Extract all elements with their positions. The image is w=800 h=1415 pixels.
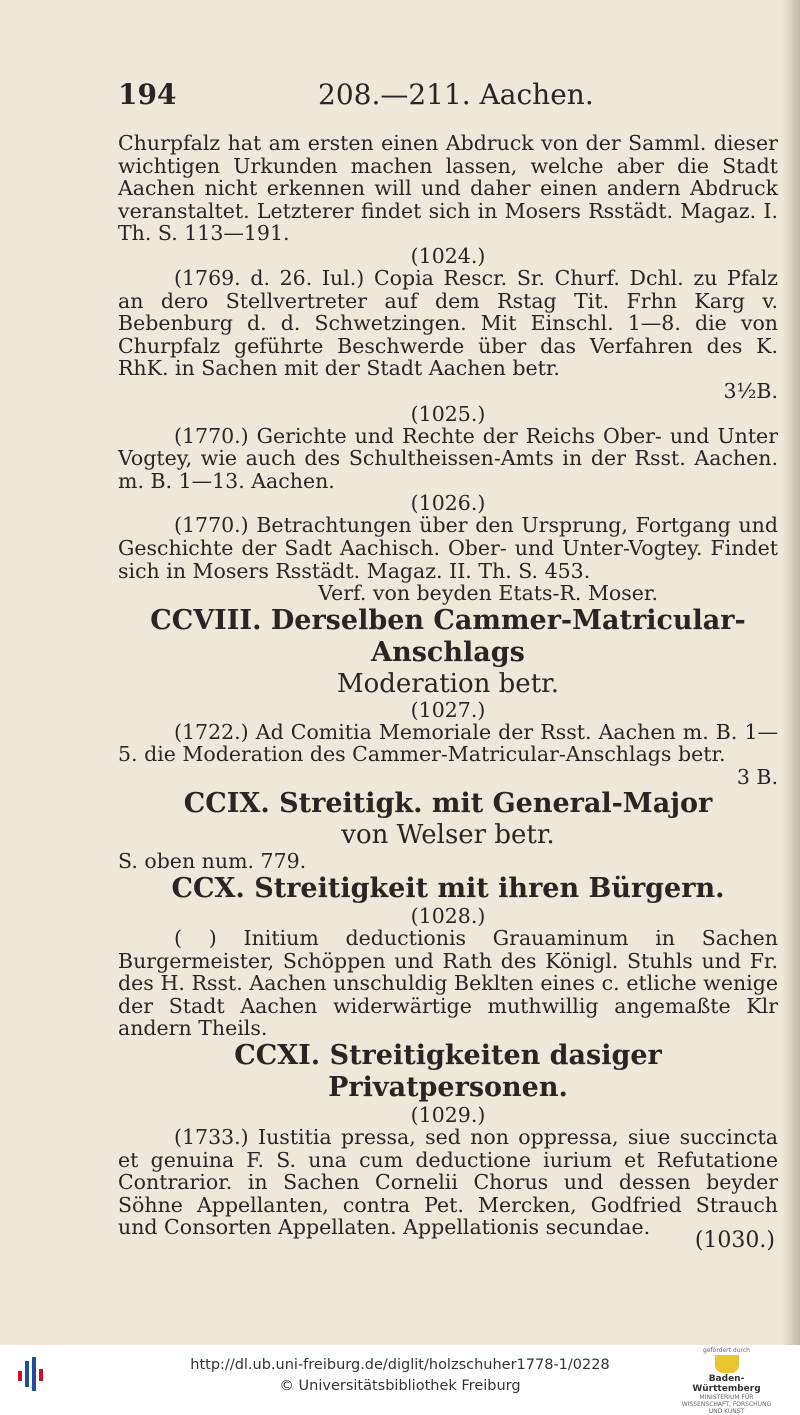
section-heading: CCX. Streitigkeit mit ihren Bürgern. [171,873,725,905]
permalink-link[interactable]: http://dl.ub.uni-freiburg.de/diglit/holzschuher1778-1/0228 [190,1357,610,1373]
entry-text: (1733.) Iustitia pressa, sed non oppressa, siue succincta et genuina F. S. una cum deductione iurium et Refutatione Contrarior. in Sachen Cornelii Chorus und dessen beyder Söhne Appellanten, contra Pet. Mercken, Godfried Strauch und Consorten Appellaten. Appellationis secundae. [118,1125,778,1240]
entry-size: 3½B. [723,378,778,403]
section-heading: CCIX. Streitigk. mit General-Major [183,788,713,820]
sponsor-logo [679,1347,774,1415]
entry-number: (1025.) [410,401,486,426]
section-heading: CCVIII. Derselben Cammer-Matricular-Anschlags [150,604,746,668]
page-text [118,132,778,1239]
running-head: 208.—211. Aachen. [318,78,594,111]
entry-text: (1769. d. 26. Iul.) Copia Rescr. Sr. Churf. Dchl. zu Pfalz an dero Stellvertreter auf dem Rstag Tit. Frhn Karg v. Bebenburg d. d. Schwetzingen. Mit Einschl. 1—8. die von Churpfalz geführte Beschwerde über das Verfahren des K. RhK. in Sachen mit der Stadt Aachen betr. [118,265,778,381]
cross-reference: S. oben num. 779. [118,849,307,874]
section-subheading: von Welser betr. [341,820,555,851]
entry-text: ( ) Initium deductionis Grauaminum in Sachen Burgermeister, Schöppen und Rath des Königl. Stuhls und Fr. des H. Rsst. Aachen unschuldig Beklten eines c. etliche wenige der Stadt Aachen widerwärtige muthwillig angemaßte Klr andern Theils. [118,926,778,1041]
entry-text: (1770.) Betrachtungen über den Ursprung, Fortgang und Geschichte der Sadt Aachisch. Ober- und Unter-Vogtey. Findet sich in Mosers Rsstädt. Magaz. II. Th. S. 453. [118,513,778,583]
crest-icon [715,1355,739,1373]
copyright-notice: © Universitätsbibliothek Freiburg [279,1378,521,1394]
entry-number: (1024.) [410,243,486,268]
entry-number: (1027.) [410,697,486,722]
entry-text: (1770.) Gerichte und Rechte der Reichs Ober- und Unter Vogtey, wie auch des Schultheissen-Amts in der Rsst. Aachen. m. B. 1—13. Aachen. [118,423,778,493]
entry-number: (1029.) [410,1103,486,1128]
page-number: 194 [118,78,177,111]
entry-size: 3 B. [736,764,778,789]
entry-text: (1722.) Ad Comitia Memoriale der Rsst. Aachen m. B. 1—5. die Moderation des Cammer-Matricular-Anschlags betr. [118,719,778,767]
viewer-footer [0,1345,800,1415]
sponsor-name: Baden-Württemberg [692,1374,761,1394]
section-heading: CCXI. Streitigkeiten dasiger Privatpersonen. [234,1040,662,1104]
entry-number: (1028.) [410,904,486,929]
sponsor-ministry: MINISTERIUM FÜR WISSENSCHAFT, FORSCHUNG UND KUNST [681,1394,772,1415]
catchword: (1030.) [694,1228,775,1253]
intro-paragraph: Churpfalz hat am ersten einen Abdruck von der Samml. dieser wichtigen Urkunden machen lassen, welche aber die Stadt Aachen nicht erkennen will und daher einen andern Abdruck veranstaltet. Letzterer findet sich in Mosers Rsstädt. Magaz. I. Th. S. 113—191. [118,131,778,246]
entry-number: (1026.) [410,491,486,516]
page-header [118,78,778,118]
entry-author: Verf. von beyden Etats-R. Moser. [318,581,658,606]
section-subheading: Moderation betr. [337,668,559,699]
sponsor-caption: gefördert durch [703,1347,750,1354]
